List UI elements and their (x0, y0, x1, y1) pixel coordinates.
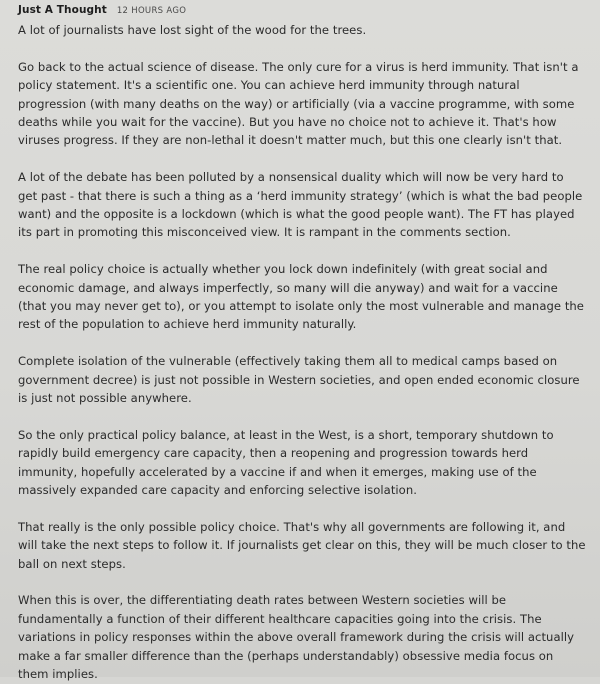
comment-header (18, 4, 586, 20)
comment-paragraph: Go back to the actual science of disease. The only cure for a virus is herd immunity. That isn't a policy statement. It's a scientific one. You can achieve herd immunity through natural progression (with many deaths on the way) or artificially (via a vaccine programme, with some deaths while you wait for the vaccine). But you have no choice not to achieve it. That's how viruses progress. If they are non-lethal it doesn't matter much, but this one clearly isn't that. (18, 59, 579, 148)
comment-paragraph: So the only practical policy balance, at least in the West, is a short, temporary shutdown to rapidly build emergency care capacity, then a reopening and progression towards herd immunity, hopefully accelerated by a vaccine if and when it emerges, making use of the massively expanded care capacity and enforcing selective isolation. (18, 427, 554, 498)
comment-paragraph: A lot of journalists have lost sight of the wood for the trees. (18, 23, 367, 37)
comment-paragraph: Complete isolation of the vulnerable (effectively taking them all to medical camps based on government decree) is just not possible in Western societies, and open ended economic closure is just not possible anywhere. (18, 354, 580, 406)
comment-body (18, 21, 586, 684)
comment-paragraph: The real policy choice is actually whether you lock down indefinitely (with great social and economic damage, and always imperfectly, so many will die anyway) and wait for a vaccine (that you may never get to), or you attempt to isolate only the most vulnerable and manage the rest of the population to achieve herd immunity naturally. (18, 262, 584, 332)
comment-timestamp: 12 HOURS AGO (116, 6, 187, 16)
comment-paragraph: A lot of the debate has been polluted by a nonsensical duality which will now be very hard to get past - that there is such a thing as a ‘herd immunity strategy’ (which is what the bad people want) and the opposite is a lockdown (which is what the good people want). The FT has played its part in promoting this misconceived view. It is rampant in the comments section. (18, 170, 583, 240)
comment-author[interactable]: Just A Thought (18, 4, 107, 16)
comment-paragraph: That really is the only possible policy choice. That's why all governments are following it, and will take the next steps to follow it. If journalists get clear on this, they will be much closer to the ball on next steps. (18, 519, 586, 571)
comment-paragraph: When this is over, the differentiating death rates between Western societies will be fundamentally a function of their different healthcare capacities going into the crisis. The variations in policy responses within the above overall framework during the crisis will actually make a far smaller difference than the (perhaps understandably) obsessive media focus on them implies. (18, 593, 575, 682)
